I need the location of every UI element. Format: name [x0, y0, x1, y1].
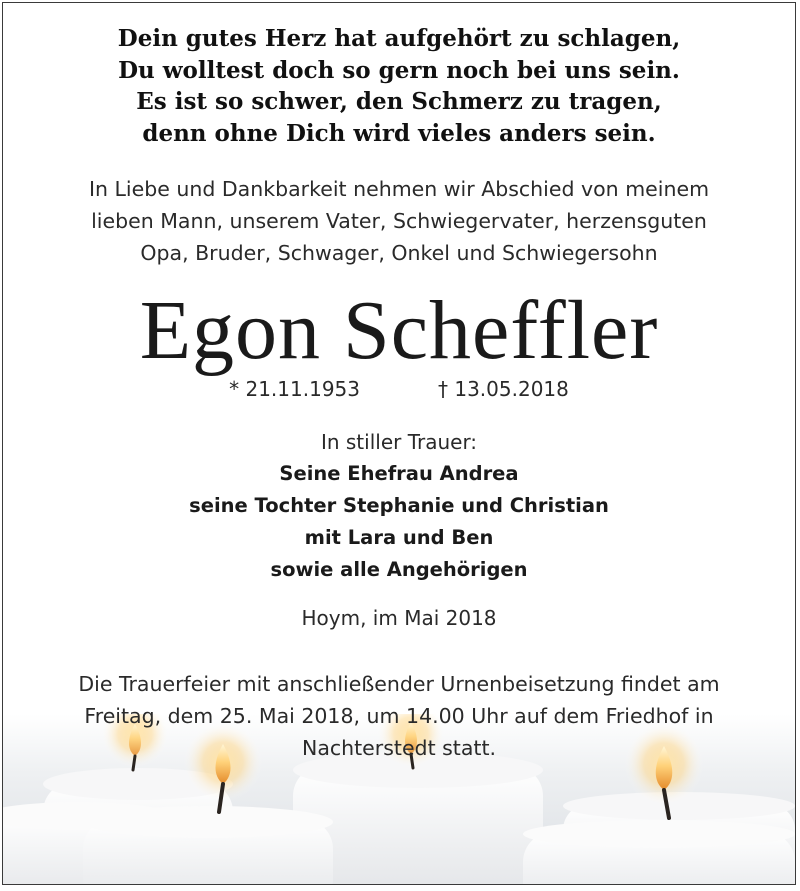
- mourner-name: Seine Ehefrau Andrea: [279, 462, 519, 485]
- funeral-info: [3, 668, 795, 764]
- mourners-block: [3, 426, 795, 586]
- deceased-name: Egon Scheffler: [139, 284, 659, 377]
- intro-line: Opa, Bruder, Schwager, Onkel und Schwiegersohn: [140, 241, 658, 265]
- funeral-line: Die Trauerfeier mit anschließender Urnenbeisetzung findet am: [78, 672, 720, 696]
- poem-line: Dein gutes Herz hat aufgehört zu schlagen,: [117, 25, 681, 52]
- intro-line: lieben Mann, unserem Vater, Schwiegervater, herzensguten: [91, 209, 707, 233]
- intro-line: In Liebe und Dankbarkeit nehmen wir Abschied von meinem: [88, 177, 710, 201]
- funeral-line: Freitag, dem 25. Mai 2018, um 14.00 Uhr auf dem Friedhof in: [84, 704, 714, 728]
- mourner-name: sowie alle Angehörigen: [270, 558, 528, 581]
- death-date: † 13.05.2018: [438, 377, 569, 401]
- mourner-name: seine Tochter Stephanie und Christian: [189, 494, 609, 517]
- mourner-name: mit Lara und Ben: [304, 526, 494, 549]
- obituary-notice: [2, 2, 796, 885]
- birth-date: * 21.11.1953: [229, 377, 360, 401]
- place-date: Hoym, im Mai 2018: [301, 606, 497, 630]
- poem-line: Du wolltest doch so gern noch bei uns sein.: [118, 56, 680, 84]
- mourning-lead: In stiller Trauer:: [320, 430, 478, 454]
- poem: [3, 23, 795, 149]
- poem-line: Es ist so schwer, den Schmerz zu tragen,: [136, 88, 662, 115]
- intro-text: [3, 173, 795, 269]
- life-dates: [3, 375, 795, 403]
- poem-line: denn ohne Dich wird vieles anders sein.: [142, 119, 656, 147]
- funeral-line: Nachterstedt statt.: [301, 736, 496, 760]
